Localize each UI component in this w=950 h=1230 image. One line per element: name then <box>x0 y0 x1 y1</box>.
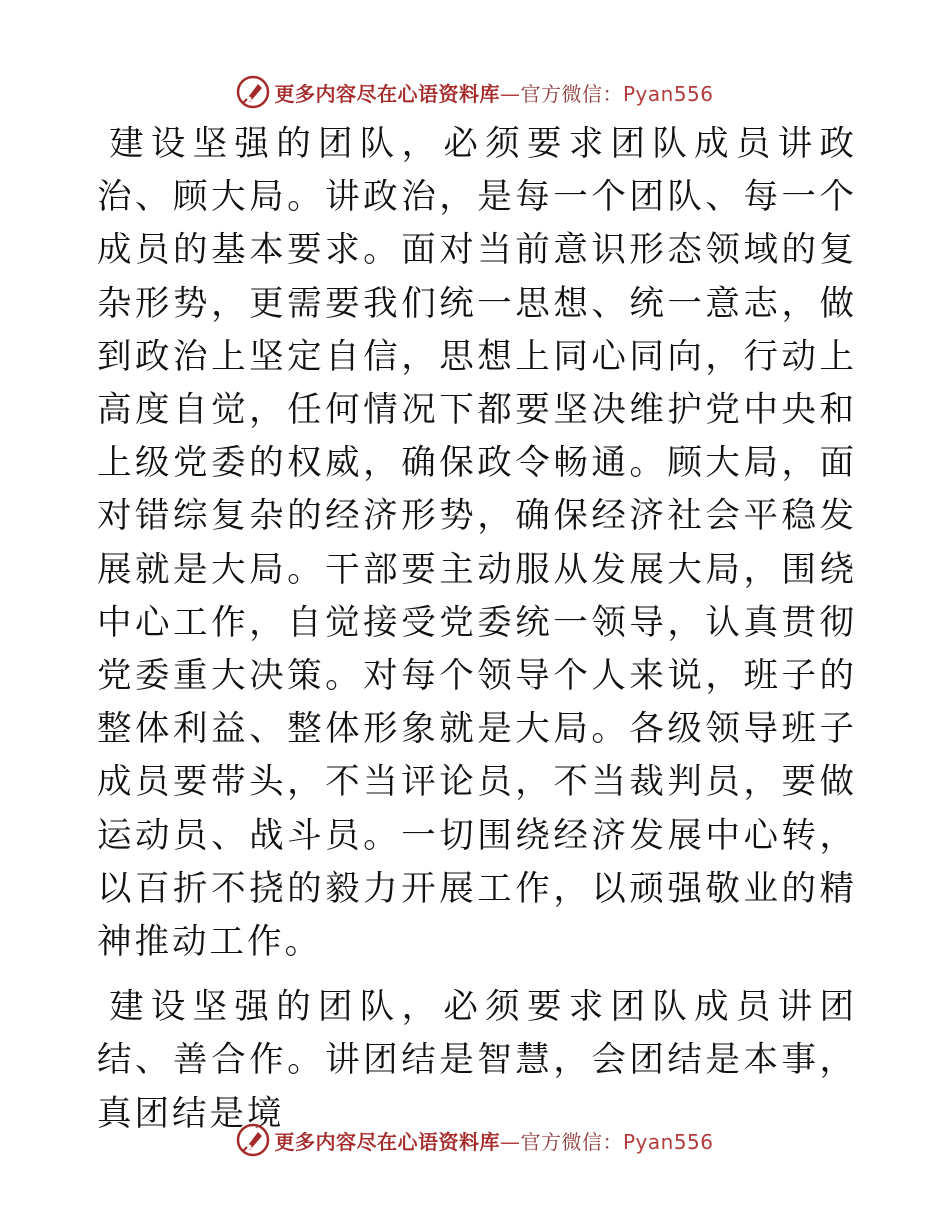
paragraph-1: 建设坚强的团队，必须要求团队成员讲政治、顾大局。讲政治，是每一个团队、每一个成员的基本要求。面对当前意识形态领域的复杂形势，更需要我们统一思想、统一意志，做到政治上坚定自信，思想上同心同向，行动上高度自觉，任何情况下都要坚决维护党中央和上级党委的权威，确保政令畅通。顾大局，面对错综复杂的经济形势，确保经济社会平稳发展就是大局。干部要主动服从发展大局，围绕中心工作，自觉接受党委统一领导，认真贯彻党委重大决策。对每个领导个人来说，班子的整体利益、整体形象就是大局。各级领导班子成员要带头，不当评论员，不当裁判员，要做运动员、战斗员。一切围绕经济发展中心转，以百折不挠的毅力开展工作，以顽强敬业的精神推动工作。 <box>97 124 857 963</box>
header-banner-id: Pyan556 <box>622 81 714 106</box>
footer-banner-main: 更多内容尽在心语资料库 <box>274 1129 500 1154</box>
pen-nib-logo-icon <box>236 1123 270 1157</box>
header-banner-sub: 官方微信： <box>520 81 623 106</box>
footer-banner-dash: — <box>499 1129 521 1154</box>
footer-banner <box>0 1120 950 1160</box>
footer-banner-sub: 官方微信： <box>520 1129 623 1154</box>
header-banner-main: 更多内容尽在心语资料库 <box>274 81 500 106</box>
pen-nib-logo-icon <box>236 75 270 109</box>
footer-banner-id: Pyan556 <box>622 1129 714 1154</box>
document-body <box>97 118 857 1141</box>
paragraph-2: 建设坚强的团队，必须要求团队成员讲团结、善合作。讲团结是智慧，会团结是本事，真团结是境 <box>97 987 857 1134</box>
header-banner-dash: — <box>499 81 521 106</box>
header-banner-text <box>274 78 713 107</box>
footer-banner-text <box>274 1126 713 1155</box>
header-banner <box>0 72 950 112</box>
